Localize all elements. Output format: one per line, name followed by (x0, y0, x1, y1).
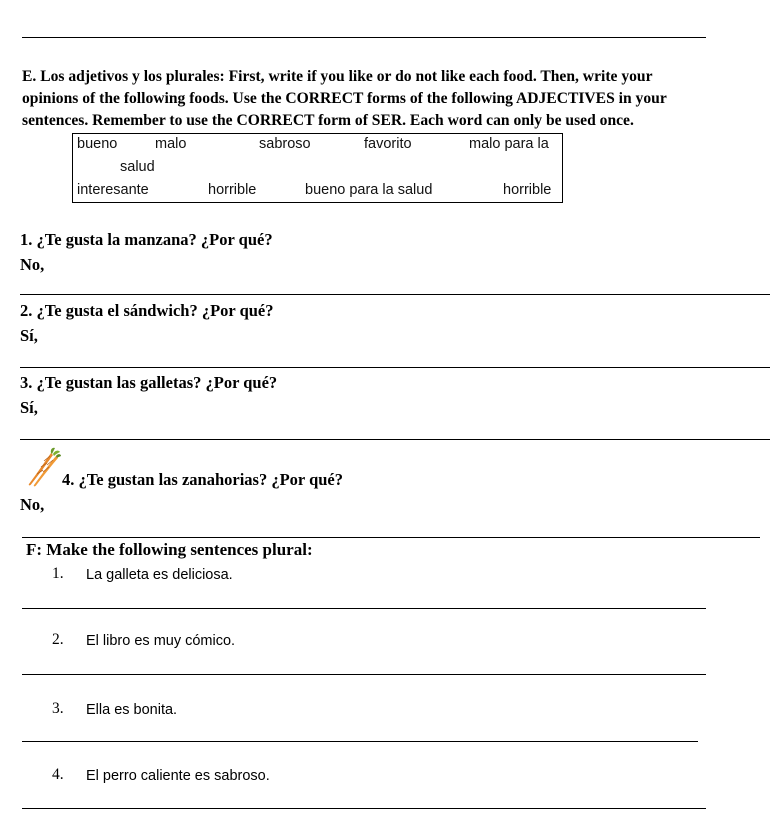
answer-line-top (22, 37, 706, 38)
answer-line-4[interactable] (22, 537, 760, 538)
answer-start-4: No, (20, 495, 45, 514)
word-bank-word: interesante (77, 182, 149, 198)
answer-start-2: Sí, (20, 326, 38, 345)
answer-line-1[interactable] (20, 294, 770, 295)
plural-answer-line-1[interactable] (22, 608, 706, 609)
answer-start-1: No, (20, 255, 45, 274)
carrot-icon (20, 446, 62, 488)
word-bank-word-wrap: salud (120, 159, 155, 175)
word-bank-word: bueno (77, 136, 118, 152)
word-bank-word: bueno para la salud (305, 182, 433, 198)
plural-answer-line-2[interactable] (22, 674, 706, 675)
instructions-line-1: E. Los adjetivos y los plurales: First, write if you like or do not like each food. Then, write your (22, 68, 653, 85)
sentence-2: El libro es muy cómico. (86, 633, 236, 649)
item-number-3: 3. (52, 700, 64, 717)
word-bank-word: malo (155, 136, 187, 152)
word-bank-box (72, 133, 563, 203)
question-3: 3. ¿Te gustan las galletas? ¿Por qué? (20, 373, 278, 392)
word-bank-word: sabroso (259, 136, 311, 152)
item-number-4: 4. (52, 766, 64, 783)
sentence-4: El perro caliente es sabroso. (86, 768, 270, 784)
plural-answer-line-4[interactable] (22, 808, 706, 809)
sentence-3: Ella es bonita. (86, 702, 178, 718)
instructions-line-2: opinions of the following foods. Use the CORRECT forms of the following ADJECTIVES in your (22, 90, 667, 107)
section-f-heading: F: Make the following sentences plural: (26, 540, 313, 559)
word-bank-word: malo para la (469, 136, 549, 152)
plural-answer-line-3[interactable] (22, 741, 698, 742)
word-bank-word: horrible (208, 182, 257, 198)
answer-line-3[interactable] (20, 439, 770, 440)
section-e-instructions (22, 66, 770, 132)
item-number-1: 1. (52, 565, 64, 582)
question-1: 1. ¿Te gusta la manzana? ¿Por qué? (20, 230, 273, 249)
instructions-line-3: sentences. Remember to use the CORRECT form of SER. Each word can only be used once. (22, 112, 634, 129)
item-number-2: 2. (52, 631, 64, 648)
answer-start-3: Sí, (20, 398, 38, 417)
word-bank-word: favorito (364, 136, 412, 152)
sentence-1: La galleta es deliciosa. (86, 567, 233, 583)
answer-line-2[interactable] (20, 367, 770, 368)
word-bank-word: horrible (503, 182, 552, 198)
question-4: 4. ¿Te gustan las zanahorias? ¿Por qué? (62, 470, 343, 489)
question-2: 2. ¿Te gusta el sándwich? ¿Por qué? (20, 301, 274, 320)
